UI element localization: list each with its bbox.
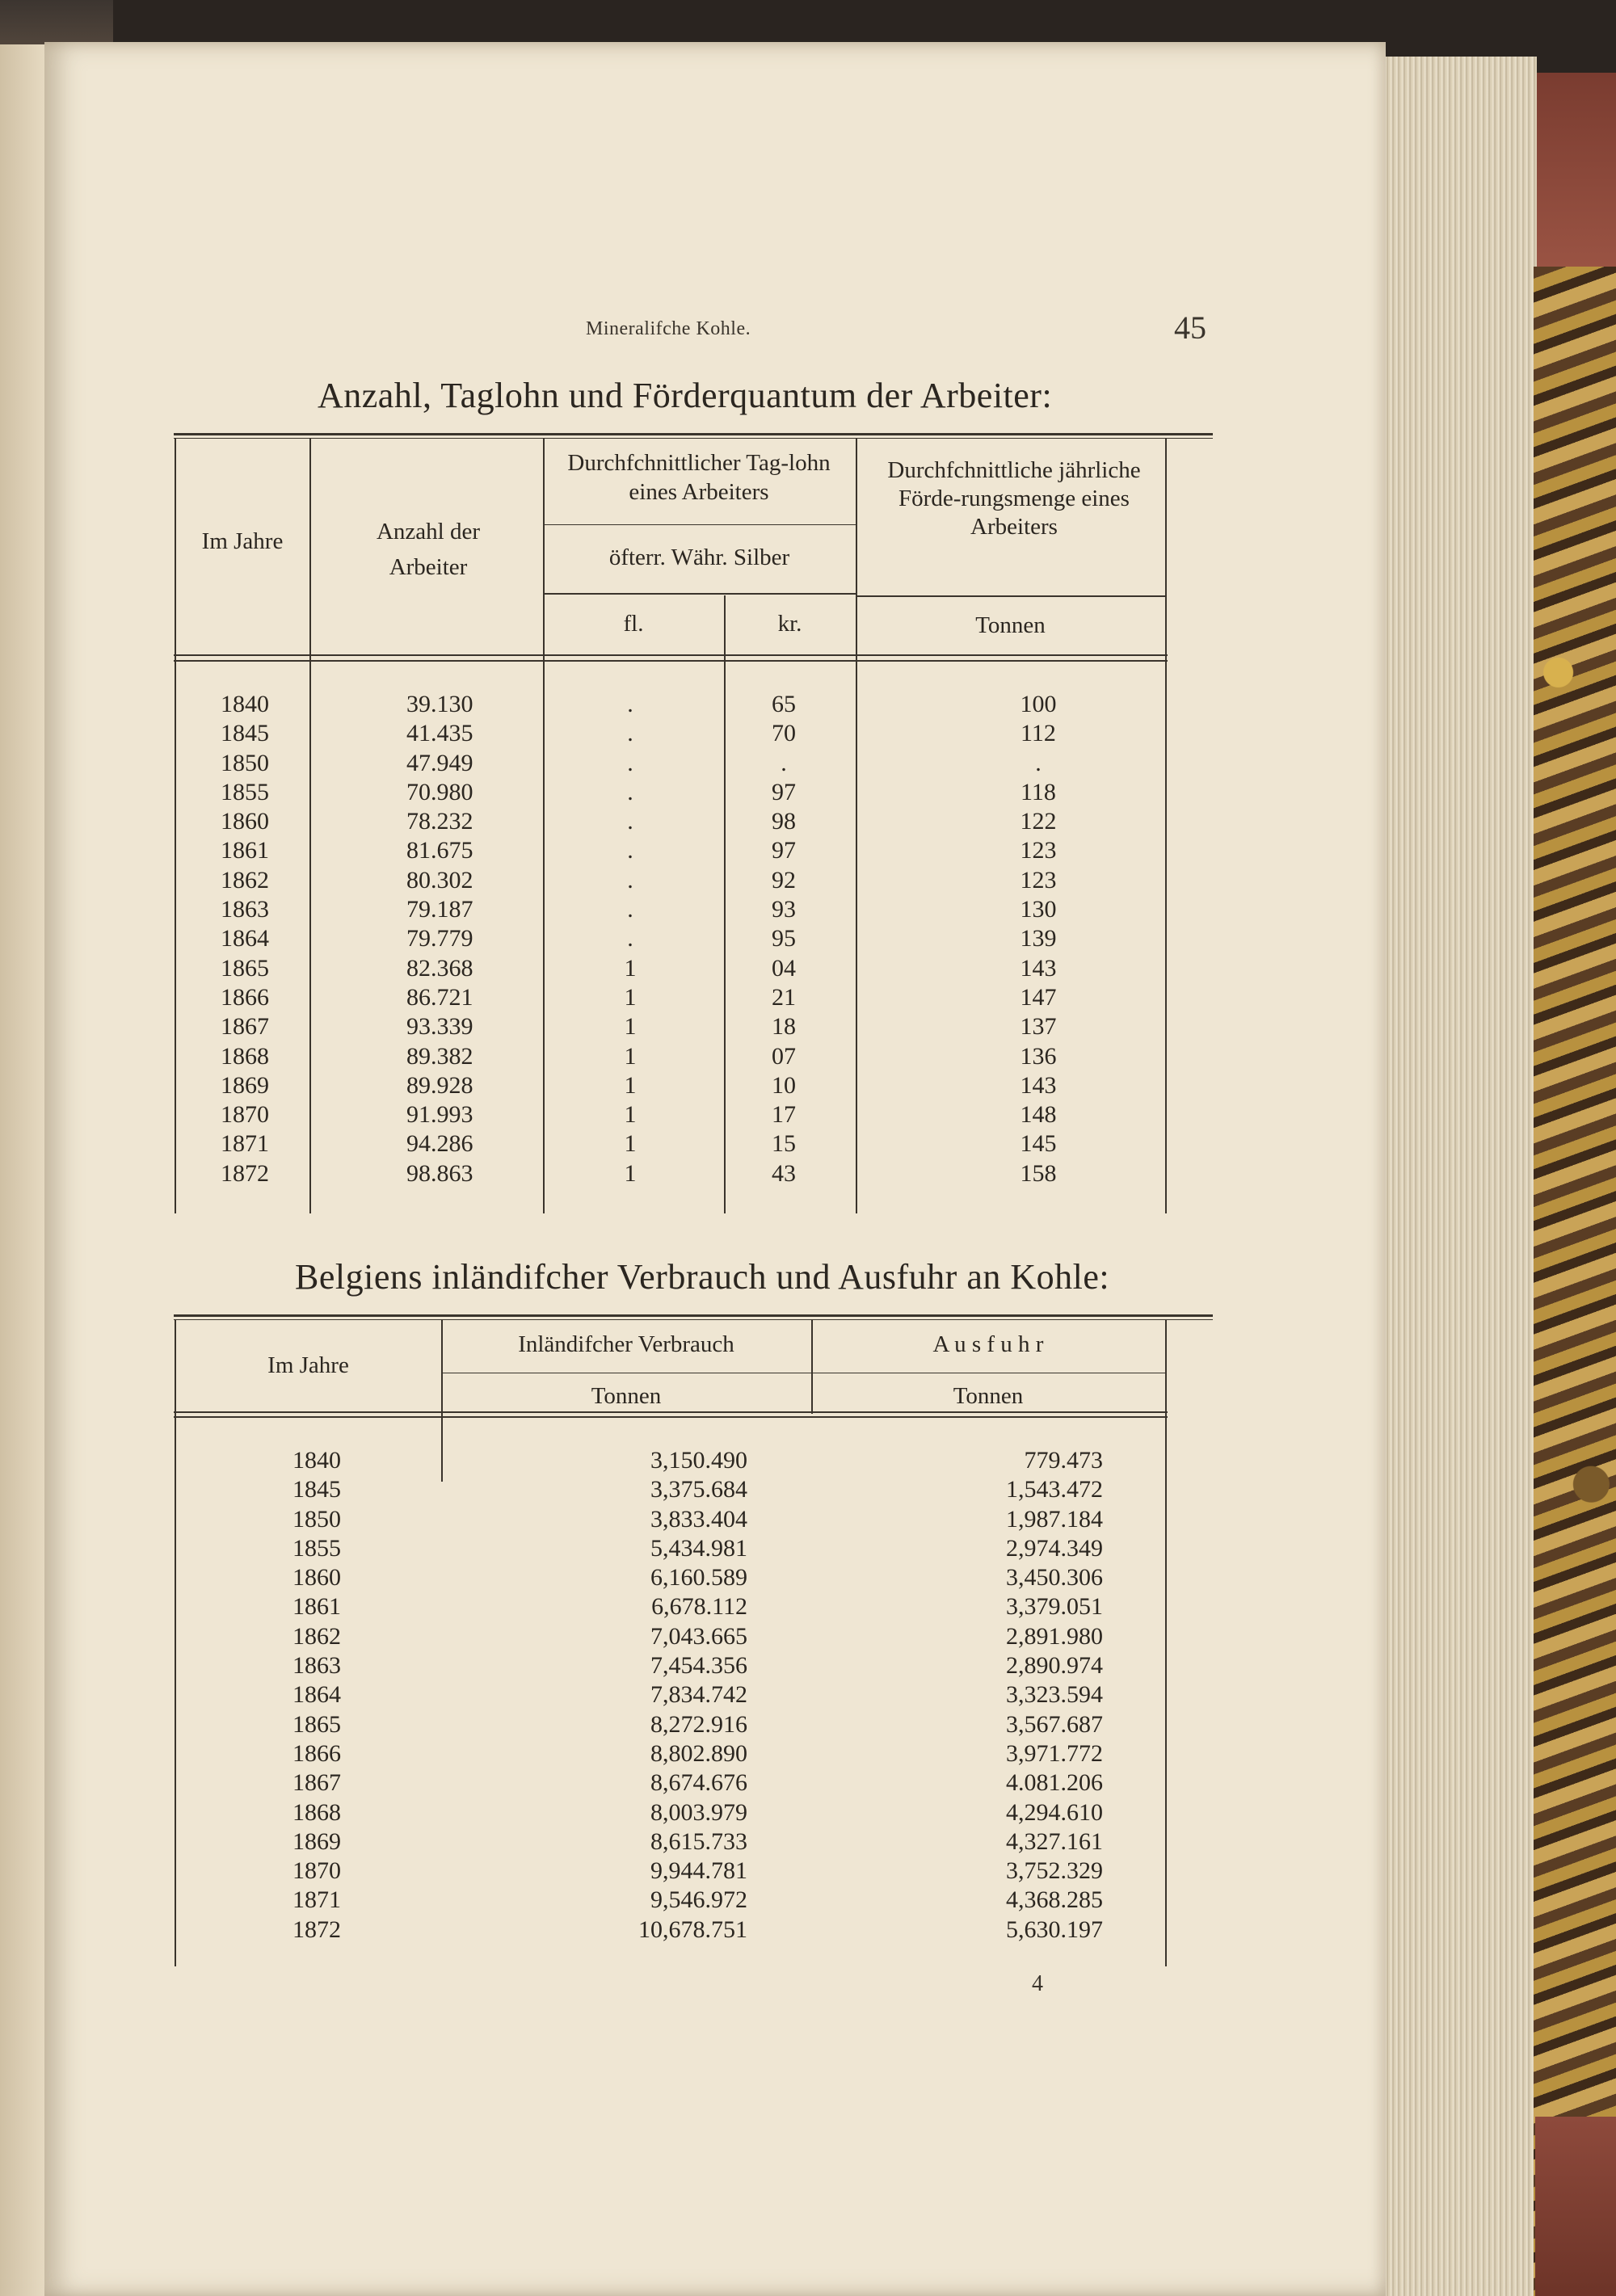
table-cell-kr: 43 — [772, 1159, 796, 1187]
table-cell-year: 1869 — [292, 1827, 341, 1855]
table-cell-tonnen: 130 — [1020, 896, 1057, 923]
table1-title: Anzahl, Taglohn und Förderquantum der Arbeiter: — [318, 376, 1053, 415]
table-cell-workers: 81.675 — [406, 837, 473, 864]
table-cell-tonnen: 145 — [1020, 1130, 1057, 1158]
table-cell-fl: 1 — [624, 1101, 637, 1129]
t1-year-column — [221, 690, 309, 1188]
table-cell-tonnen: . — [1035, 749, 1042, 776]
table-cell-tonnen: 118 — [1021, 778, 1056, 805]
t1-header-kr: kr. — [777, 611, 802, 637]
table-cell-consumption: 8,674.676 — [650, 1769, 747, 1797]
t1-kr-column — [755, 690, 812, 1188]
table-cell-consumption: 8,272.916 — [650, 1710, 747, 1738]
table-cell-workers: 89.382 — [406, 1042, 473, 1070]
t2-header-consumption: Inländifcher Verbrauch — [518, 1331, 734, 1357]
table-cell-tonnen: 122 — [1020, 808, 1057, 835]
table-cell-tonnen: 123 — [1020, 837, 1057, 864]
signature-mark: 4 — [1032, 1971, 1043, 1996]
table-cell-year: 1863 — [221, 896, 269, 923]
table-cell-year: 1855 — [292, 1534, 341, 1562]
table-cell-year: 1867 — [221, 1013, 269, 1041]
table-cell-kr: 17 — [772, 1101, 796, 1129]
table-cell-export: 3,971.772 — [1006, 1739, 1103, 1767]
table-cell-year: 1865 — [292, 1710, 341, 1738]
table-cell-consumption: 6,160.589 — [650, 1564, 747, 1592]
table-cell-year: 1840 — [292, 1447, 341, 1474]
table-cell-tonnen: 158 — [1020, 1159, 1057, 1187]
table-cell-kr: 70 — [772, 720, 796, 747]
t1-header-year: Im Jahre — [201, 528, 284, 554]
table-cell-export: 4,327.161 — [1006, 1827, 1103, 1855]
t1-header-tonnen: Tonnen — [975, 612, 1046, 638]
table-cell-export: 3,450.306 — [1006, 1564, 1103, 1592]
table-cell-year: 1862 — [292, 1622, 341, 1650]
table-cell-workers: 39.130 — [406, 691, 473, 717]
t2-year-column — [292, 1446, 381, 1945]
table-cell-export: 3,752.329 — [1006, 1857, 1103, 1885]
table-cell-fl: 1 — [624, 1159, 637, 1187]
table-cell-year: 1850 — [292, 1505, 341, 1533]
table-cell-workers: 93.339 — [406, 1013, 473, 1041]
table-cell-year: 1845 — [221, 720, 269, 747]
table-cell-year: 1864 — [292, 1681, 341, 1709]
table-cell-year: 1864 — [221, 925, 269, 952]
table-cell-year: 1860 — [221, 808, 269, 835]
table-cell-tonnen: 137 — [1020, 1013, 1057, 1041]
table-cell-consumption: 7,834.742 — [650, 1681, 747, 1709]
table-cell-export: 779.473 — [1024, 1447, 1103, 1474]
t1-tonnen-column — [1006, 690, 1071, 1188]
table-cell-export: 5,630.197 — [1006, 1915, 1103, 1943]
table-cell-fl: . — [627, 925, 633, 952]
table-cell-workers: 79.779 — [406, 925, 473, 952]
table-cell-workers: 91.993 — [406, 1101, 473, 1129]
table-cell-kr: 10 — [772, 1071, 796, 1099]
table-cell-consumption: 7,043.665 — [650, 1622, 747, 1650]
table-cell-fl: 1 — [624, 1013, 637, 1041]
table-cell-year: 1860 — [292, 1564, 341, 1592]
table-cell-consumption: 3,150.490 — [650, 1447, 747, 1474]
table-cell-export: 4.081.206 — [1006, 1769, 1103, 1797]
table-cell-year: 1855 — [221, 778, 269, 805]
table-cell-kr: . — [781, 749, 787, 776]
table-cell-kr: 65 — [772, 691, 796, 717]
running-head: Mineralifche Kohle. — [586, 318, 751, 339]
table-cell-tonnen: 100 — [1020, 691, 1057, 717]
table-cell-fl: 1 — [624, 1071, 637, 1099]
t1-header-wage-sub: öfterr. Währ. Silber — [608, 545, 790, 570]
marbled-edge — [1534, 267, 1616, 2296]
page-number: 45 — [1174, 309, 1206, 346]
table-cell-export: 3,323.594 — [1006, 1681, 1103, 1709]
table-cell-export: 4,368.285 — [1006, 1886, 1103, 1914]
table-cell-year: 1840 — [221, 691, 269, 717]
t2-header-export: A u s f u h r — [932, 1331, 1044, 1357]
table-cell-export: 3,567.687 — [1006, 1710, 1103, 1738]
table-cell-year: 1868 — [292, 1798, 341, 1826]
table-cell-kr: 97 — [772, 778, 796, 805]
table-cell-export: 1,543.472 — [1006, 1476, 1103, 1503]
t1-header-wage: Durchfchnittlicher Tag-lohn eines Arbeiters — [567, 450, 831, 505]
t2-consumption-column — [529, 1446, 747, 1945]
table-cell-consumption: 9,546.972 — [650, 1886, 747, 1914]
book-cover-bottom — [1535, 2117, 1616, 2296]
table-cell-consumption: 8,802.890 — [650, 1739, 747, 1767]
table-cell-consumption: 6,678.112 — [651, 1593, 747, 1621]
table-cell-kr: 18 — [772, 1013, 796, 1041]
table-cell-year: 1870 — [292, 1857, 341, 1885]
table-cell-tonnen: 147 — [1020, 983, 1057, 1011]
table-cell-consumption: 5,434.981 — [650, 1534, 747, 1562]
table-cell-year: 1867 — [292, 1769, 341, 1797]
table-cell-year: 1868 — [221, 1042, 269, 1070]
table-cell-export: 3,379.051 — [1006, 1593, 1103, 1621]
table-cell-tonnen: 143 — [1020, 1071, 1057, 1099]
t1-header-workers: Anzahl der Arbeiter — [376, 519, 481, 580]
table-cell-workers: 94.286 — [406, 1130, 473, 1158]
table-cell-kr: 93 — [772, 896, 796, 923]
table-cell-fl: . — [627, 896, 633, 923]
table-cell-consumption: 3,833.404 — [650, 1505, 747, 1533]
table-cell-fl: 1 — [624, 1042, 637, 1070]
page-block-edges — [1383, 57, 1537, 2296]
table-cell-tonnen: 148 — [1020, 1101, 1057, 1129]
table-cell-fl: . — [627, 837, 633, 864]
table-cell-year: 1865 — [221, 954, 269, 982]
table-cell-fl: 1 — [624, 983, 637, 1011]
table-cell-export: 4,294.610 — [1006, 1798, 1103, 1826]
table-cell-year: 1872 — [292, 1915, 341, 1943]
table-cell-tonnen: 139 — [1020, 925, 1057, 952]
table-cell-workers: 98.863 — [406, 1159, 473, 1187]
table-cell-fl: 1 — [624, 954, 637, 982]
table-cell-year: 1861 — [292, 1593, 341, 1621]
table-cell-export: 2,974.349 — [1006, 1534, 1103, 1562]
table-cell-consumption: 9,944.781 — [650, 1857, 747, 1885]
table-cell-export: 2,890.974 — [1006, 1652, 1103, 1680]
t1-header-fl: fl. — [623, 611, 644, 637]
table-cell-workers: 41.435 — [406, 720, 473, 747]
table-cell-kr: 92 — [772, 866, 796, 894]
table-cell-fl: . — [627, 691, 633, 717]
table-cell-fl: . — [627, 808, 633, 835]
book-page — [44, 42, 1386, 2296]
table-cell-year: 1845 — [292, 1476, 341, 1503]
table-cell-tonnen: 136 — [1020, 1042, 1057, 1070]
table-cell-fl: 1 — [624, 1130, 637, 1158]
table-cell-kr: 95 — [772, 925, 796, 952]
table-cell-consumption: 8,615.733 — [650, 1827, 747, 1855]
table-cell-workers: 82.368 — [406, 954, 473, 982]
table-cell-year: 1850 — [221, 749, 269, 776]
t2-header-year: Im Jahre — [267, 1352, 349, 1378]
table-cell-tonnen: 143 — [1020, 954, 1057, 982]
table-cell-workers: 86.721 — [406, 983, 473, 1011]
table-cell-export: 2,891.980 — [1006, 1622, 1103, 1650]
table-cell-workers: 80.302 — [406, 866, 473, 894]
table-cell-workers: 89.928 — [406, 1071, 473, 1099]
table-cell-kr: 21 — [772, 983, 796, 1011]
t2-export-column — [909, 1446, 1103, 1945]
table-cell-year: 1872 — [221, 1159, 269, 1187]
book-cover-edge — [1527, 73, 1616, 275]
t1-workers-column — [406, 690, 536, 1188]
table-cell-kr: 15 — [772, 1130, 796, 1158]
table-cell-fl: . — [627, 720, 633, 747]
table-cell-year: 1866 — [292, 1739, 341, 1767]
table-cell-workers: 47.949 — [406, 749, 473, 776]
table-cell-workers: 79.187 — [406, 896, 473, 923]
table-cell-year: 1870 — [221, 1101, 269, 1129]
table-cell-export: 1,987.184 — [1006, 1505, 1103, 1533]
table-cell-year: 1862 — [221, 866, 269, 894]
table-cell-kr: 97 — [772, 837, 796, 864]
table-cell-year: 1863 — [292, 1652, 341, 1680]
table-cell-consumption: 10,678.751 — [638, 1915, 747, 1943]
t1-header-output: Durchfchnittliche jährliche Förde-rungsmenge eines Arbeiters — [887, 457, 1141, 540]
table-cell-year: 1871 — [292, 1886, 341, 1914]
table-cell-tonnen: 123 — [1020, 866, 1057, 894]
table-cell-tonnen: 112 — [1021, 720, 1056, 747]
t2-header-tonnen-export: Tonnen — [953, 1383, 1024, 1409]
table-cell-workers: 70.980 — [406, 778, 473, 805]
table-cell-consumption: 7,454.356 — [650, 1652, 747, 1680]
table-cell-consumption: 8,003.979 — [650, 1798, 747, 1826]
table-cell-kr: 98 — [772, 808, 796, 835]
table-cell-year: 1871 — [221, 1130, 269, 1158]
table-cell-fl: . — [627, 866, 633, 894]
table-cell-year: 1869 — [221, 1071, 269, 1099]
table-cell-kr: 07 — [772, 1042, 796, 1070]
table-cell-fl: . — [627, 749, 633, 776]
table-cell-consumption: 3,375.684 — [650, 1476, 747, 1503]
table-cell-fl: . — [627, 778, 633, 805]
table-cell-kr: 04 — [772, 954, 796, 982]
table-cell-year: 1861 — [221, 837, 269, 864]
left-page-edge — [0, 44, 48, 2296]
table2-title: Belgiens inländifcher Verbrauch und Ausfuhr an Kohle: — [295, 1257, 1110, 1297]
table-cell-year: 1866 — [221, 983, 269, 1011]
table-cell-workers: 78.232 — [406, 808, 473, 835]
t2-header-tonnen-consumption: Tonnen — [591, 1383, 662, 1409]
t1-fl-column — [606, 690, 654, 1188]
